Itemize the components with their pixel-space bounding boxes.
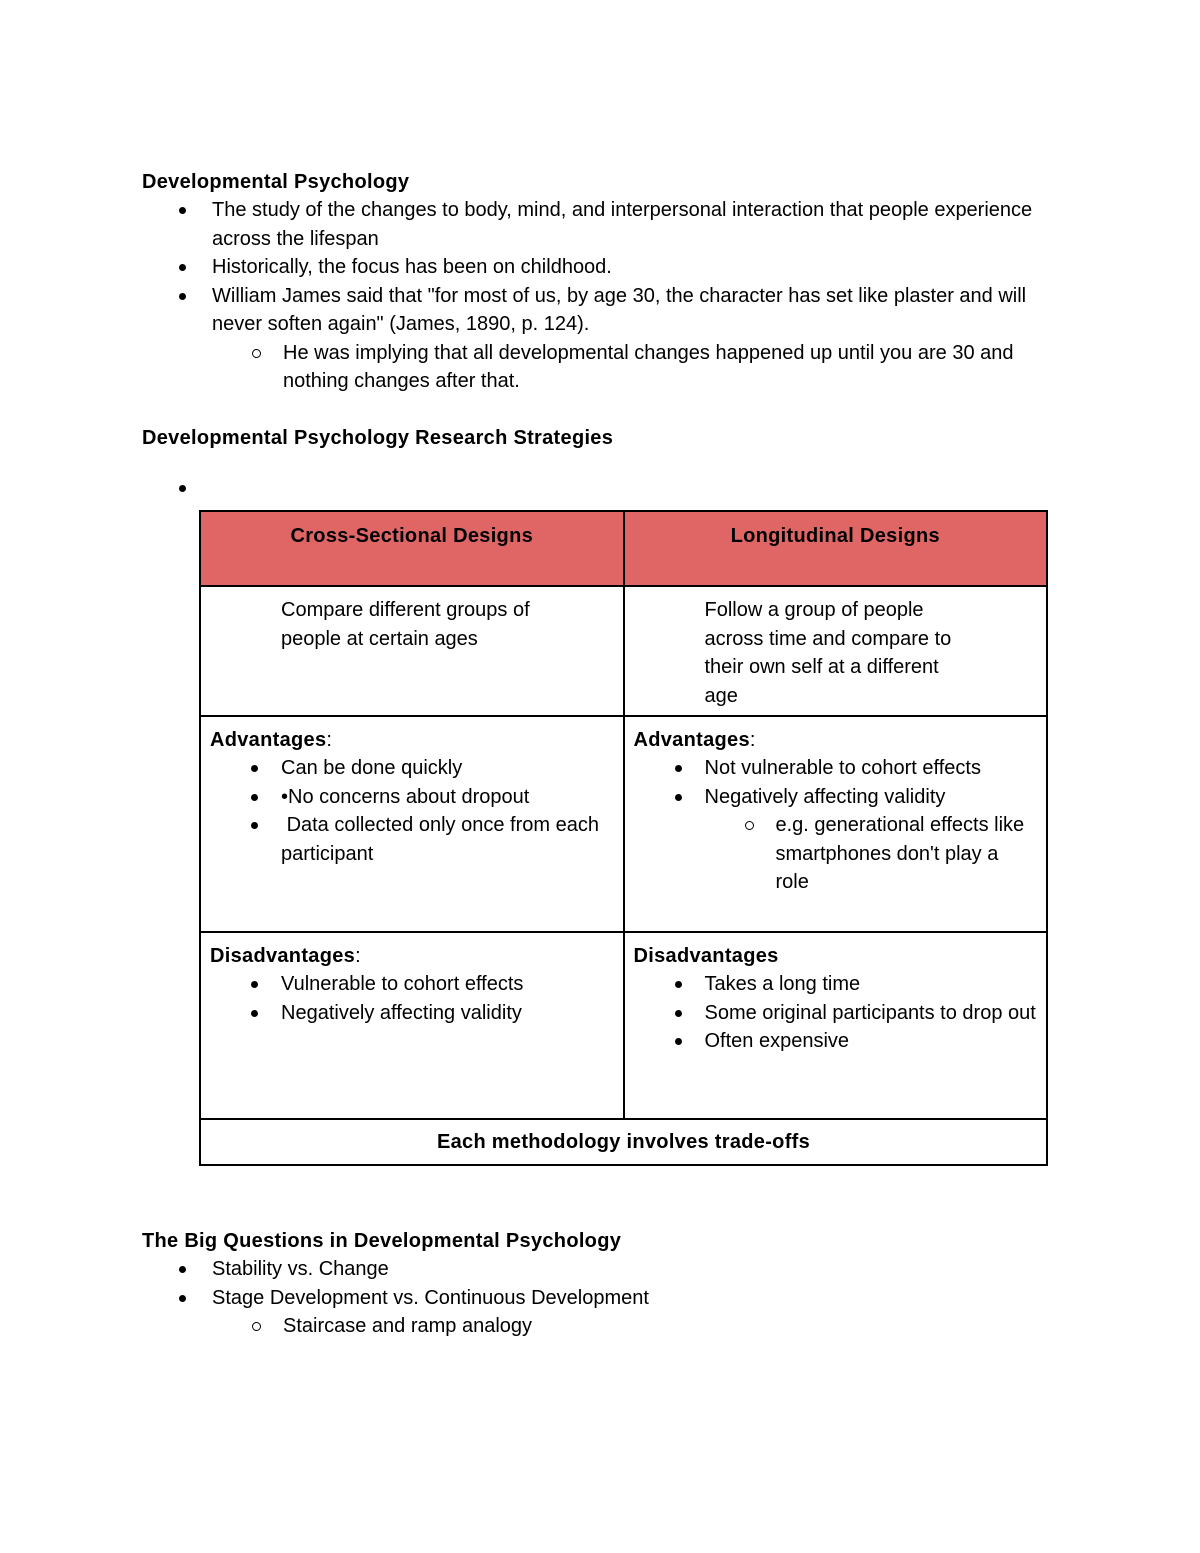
bullet-list [142,1255,1062,1341]
disadvantages-label: Disadvantages: [210,945,361,967]
list-item-text: Negatively affecting validity [704,785,946,808]
sub-bullet-list [212,1312,1062,1341]
header-longitudinal: Longitudinal Designs [730,525,940,547]
header-cross-sectional: Cross-Sectional Designs [290,525,534,547]
table-footer-row [200,1119,1047,1165]
section-big-questions [142,1227,1062,1341]
table-cell [624,716,1048,932]
list-item: Stability vs. Change [142,1255,1062,1284]
list-item: Not vulnerable to cohort effects [705,754,1037,783]
list-item-text: William James said that "for most of us, by age 30, the character has set like plaster and will never soften again" (James, 1890, p. 124). [212,284,1027,335]
sub-list-item: He was implying that all developmental changes happened up until you are 30 and nothing changes after that. [283,339,1062,396]
table-cell [200,932,624,1119]
table-cell [200,586,624,716]
section-developmental-psychology [142,168,1062,396]
table-cell [624,586,1048,716]
section-heading: Developmental Psychology [142,171,410,193]
list-item [142,282,1062,396]
list-item-text: Stage Development vs. Continuous Development [212,1286,649,1309]
disadvantages-label: Disadvantages [633,945,779,967]
list-item [142,1284,1062,1341]
list-item: The study of the changes to body, mind, and interpersonal interaction that people experience across the lifespan [142,196,1062,253]
sub-bullet-list [212,339,1062,396]
comparison-table [199,510,1048,1166]
description-cross-sectional: Compare different groups of people at certain ages [281,599,530,650]
list-item: Historically, the focus has been on childhood. [142,253,1062,282]
section-heading: The Big Questions in Developmental Psychology [142,1230,622,1252]
list-item: Vulnerable to cohort effects [281,970,613,999]
table-header-cell [624,511,1048,586]
table-row-advantages [200,716,1047,932]
list-item: Can be done quickly [281,754,613,783]
disadvantages-list [210,970,613,1027]
table-header-cell [200,511,624,586]
list-item: Often expensive [705,1027,1037,1056]
sub-bullet-list [705,811,1037,897]
advantages-list [634,754,1037,897]
list-item: Takes a long time [705,970,1037,999]
table-footer: Each methodology involves trade-offs [200,1119,1047,1165]
table-cell [200,716,624,932]
list-item: Data collected only once from each participant [281,811,613,868]
description-longitudinal: Follow a group of people across time and compare to their own self at a different age [704,599,952,707]
section-research-strategies [142,424,1062,500]
document-body [142,168,1062,500]
list-item: •No concerns about dropout [281,783,613,812]
table-header-row [200,511,1047,586]
list-item [705,783,1037,897]
table-row-description [200,586,1047,716]
list-item: Some original participants to drop out [705,999,1037,1028]
bullet-list [142,196,1062,396]
empty-bullet [142,472,1062,500]
advantages-list [210,754,613,868]
table-cell [624,932,1048,1119]
advantages-label: Advantages: [633,729,756,751]
list-item: Negatively affecting validity [281,999,613,1028]
section-heading: Developmental Psychology Research Strategies [142,426,614,449]
disadvantages-list [634,970,1037,1056]
advantages-label: Advantages: [210,729,333,751]
sub-list-item: Staircase and ramp analogy [283,1312,1062,1341]
sub-list-item: e.g. generational effects like smartphones don't play a role [776,811,1037,897]
table-row-disadvantages [200,932,1047,1119]
